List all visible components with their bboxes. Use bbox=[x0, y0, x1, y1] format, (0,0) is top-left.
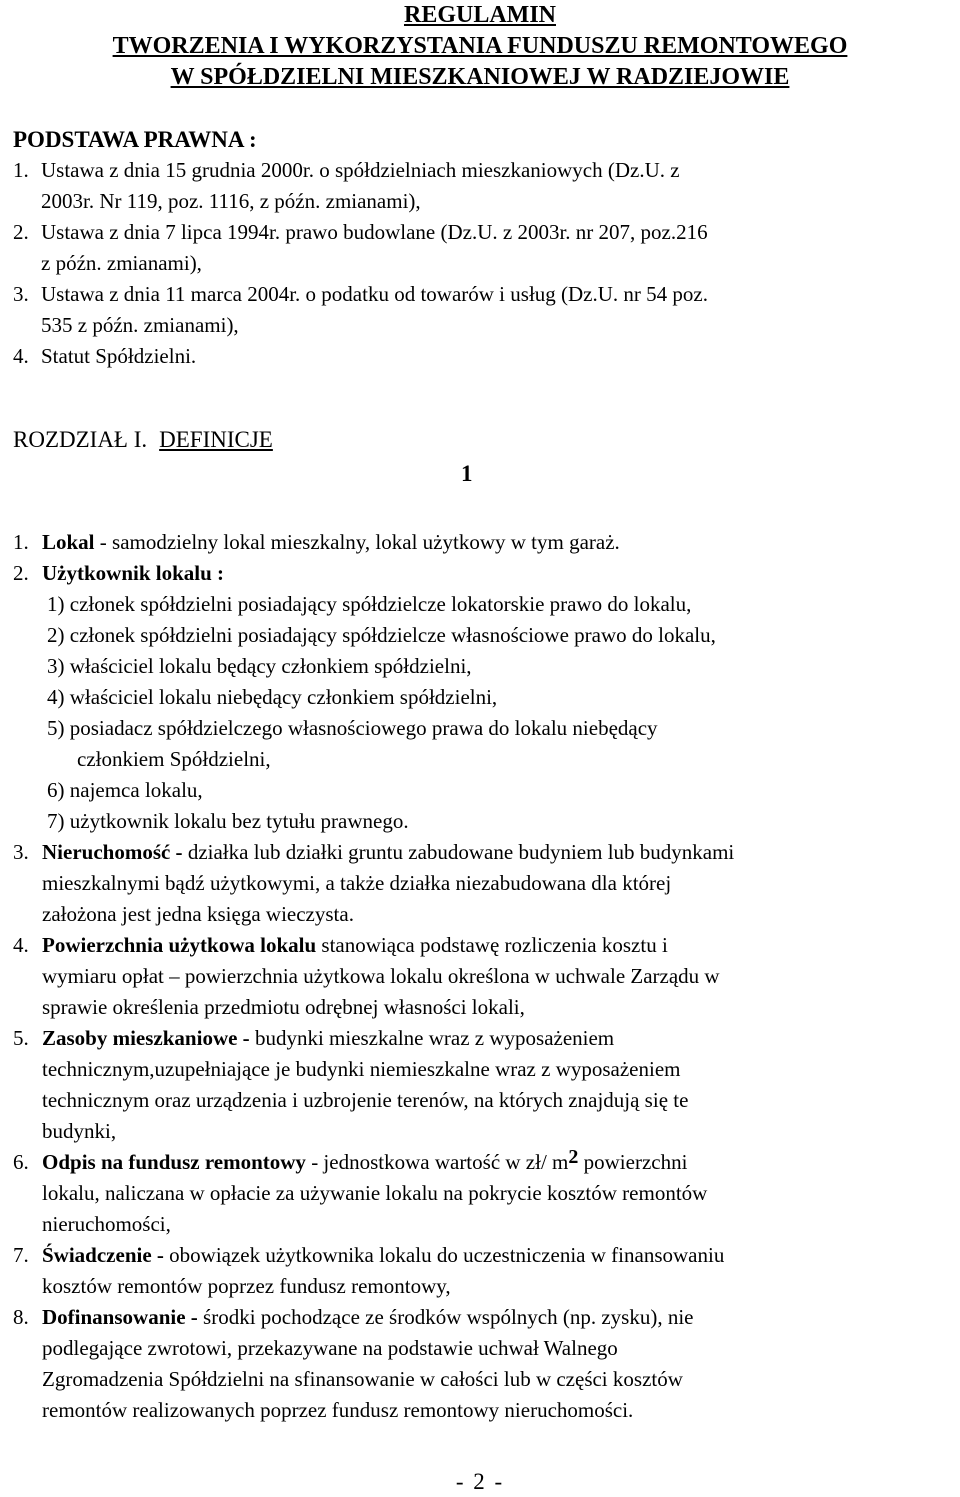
item-text: z późn. zmianami), bbox=[41, 251, 202, 275]
item-text: Ustawa z dnia 11 marca 2004r. o podatku od towarów i usług (Dz.U. nr 54 poz. bbox=[41, 282, 708, 306]
sub-list bbox=[42, 589, 958, 837]
list-item bbox=[13, 155, 953, 217]
item-number: 3. bbox=[13, 840, 29, 864]
definition-term: Lokal bbox=[42, 530, 95, 554]
title-line-2: TWORZENIA I WYKORZYSTANIA FUNDUSZU REMONTOWEGO bbox=[112, 33, 848, 59]
item-number: 8. bbox=[13, 1305, 29, 1329]
sub-item: 3) właściciel lokalu będący członkiem spółdzielni, bbox=[47, 654, 472, 678]
definition-term: Powierzchnia użytkowa lokalu bbox=[42, 933, 317, 957]
definition-text: - jednostkowa wartość w zł/ m bbox=[305, 1150, 569, 1174]
page-number: - 2 - bbox=[455, 1469, 505, 1494]
definition-text: mieszkalnymi bądź użytkowymi, a także działka niezabudowana dla której bbox=[42, 871, 672, 895]
legal-basis-heading: PODSTAWA PRAWNA : bbox=[13, 127, 257, 152]
sub-item: 4) właściciel lokalu niebędący członkiem spółdzielni, bbox=[47, 685, 498, 709]
sub-item: 7) użytkownik lokalu bez tytułu prawnego. bbox=[47, 809, 409, 833]
definition-text: Zgromadzenia Spółdzielni na sfinansowanie w całości lub w części kosztów bbox=[42, 1367, 683, 1391]
definition-text: sprawie określenia przedmiotu odrębnej własności lokali, bbox=[42, 995, 525, 1019]
document-title bbox=[0, 0, 960, 93]
definition-item bbox=[13, 1023, 958, 1147]
definition-text: kosztów remontów poprzez fundusz remontowy, bbox=[42, 1274, 451, 1298]
definition-text: budynki mieszkalne wraz z wyposażeniem bbox=[249, 1026, 615, 1050]
definition-term: Nieruchomość - bbox=[42, 840, 183, 864]
list-item bbox=[13, 279, 953, 341]
definition-item bbox=[13, 837, 958, 930]
definition-text: obowiązek użytkownika lokalu do uczestniczenia w finansowaniu bbox=[163, 1243, 725, 1267]
definition-text: lokalu, naliczana w opłacie za używanie lokalu na pokrycie kosztów remontów bbox=[42, 1181, 708, 1205]
sub-item: 6) najemca lokalu, bbox=[47, 778, 203, 802]
definition-item bbox=[13, 930, 958, 1023]
item-text: Ustawa z dnia 7 lipca 1994r. prawo budowlane (Dz.U. z 2003r. nr 207, poz.216 bbox=[41, 220, 708, 244]
definition-text: powierzchni bbox=[578, 1150, 688, 1174]
sub-item: 1) członek spółdzielni posiadający spółdzielcze lokatorskie prawo do lokalu, bbox=[47, 592, 692, 616]
definition-item bbox=[13, 558, 958, 837]
definition-term: Dofinansowanie - bbox=[42, 1305, 198, 1329]
item-number: 6. bbox=[13, 1150, 29, 1174]
definition-text: stanowiąca podstawę rozliczenia kosztu i bbox=[316, 933, 668, 957]
item-number: 1. bbox=[13, 530, 29, 554]
item-number: 4. bbox=[13, 933, 29, 957]
list-item bbox=[13, 341, 953, 372]
sub-item: członkiem Spółdzielni, bbox=[77, 747, 271, 771]
item-number: 7. bbox=[13, 1243, 29, 1267]
item-number: 5. bbox=[13, 1026, 29, 1050]
definition-text: działka lub działki gruntu zabudowane budyniem lub budynkami bbox=[182, 840, 735, 864]
legal-basis-list bbox=[13, 155, 953, 372]
item-number: 2. bbox=[13, 220, 29, 244]
definition-text: - samodzielny lokal mieszkalny, lokal użytkowy w tym garaż. bbox=[94, 530, 620, 554]
definition-term: Świadczenie - bbox=[42, 1243, 164, 1267]
definition-text: technicznym oraz urządzenia i uzbrojenie terenów, na których znajdują się te bbox=[42, 1088, 689, 1112]
item-number: 3. bbox=[13, 282, 29, 306]
item-text: 535 z późn. zmianami), bbox=[41, 313, 239, 337]
item-number: 2. bbox=[13, 561, 29, 585]
item-text: Statut Spółdzielni. bbox=[41, 344, 197, 368]
definition-item bbox=[13, 1302, 958, 1426]
sub-item: 2) członek spółdzielni posiadający spółdzielcze własnościowe prawo do lokalu, bbox=[47, 623, 716, 647]
definition-text: budynki, bbox=[42, 1119, 117, 1143]
item-number: 1. bbox=[13, 158, 29, 182]
definition-item bbox=[13, 1147, 958, 1240]
definition-text: podlegające zwrotowi, przekazywane na podstawie uchwał Walnego bbox=[42, 1336, 618, 1360]
chapter-label: ROZDZIAŁ I. bbox=[13, 427, 148, 452]
chapter-heading bbox=[13, 424, 273, 455]
definition-text: technicznym,uzupełniające je budynki niemieszkalne wraz z wyposażeniem bbox=[42, 1057, 681, 1081]
superscript: 2 bbox=[568, 1146, 579, 1168]
title-line-1: REGULAMIN bbox=[403, 2, 556, 28]
definition-text: wymiaru opłat – powierzchnia użytkowa lokalu określona w uchwale Zarządu w bbox=[42, 964, 720, 988]
item-text: 2003r. Nr 119, poz. 1116, z późn. zmianami), bbox=[41, 189, 421, 213]
definition-term: Użytkownik lokalu : bbox=[42, 561, 225, 585]
definition-text: założona jest jedna księga wieczysta. bbox=[42, 902, 354, 926]
paragraph-mark: 1 bbox=[461, 461, 473, 486]
definition-term: Zasoby mieszkaniowe - bbox=[42, 1026, 250, 1050]
definition-term: Odpis na fundusz remontowy bbox=[42, 1150, 306, 1174]
title-line-3: W SPÓŁDZIELNI MIESZKANIOWEJ W RADZIEJOWIE bbox=[170, 64, 790, 90]
definition-text: środki pochodzące ze środków wspólnych (np. zysku), nie bbox=[197, 1305, 694, 1329]
item-number: 4. bbox=[13, 344, 29, 368]
definition-text: nieruchomości, bbox=[42, 1212, 171, 1236]
definition-item bbox=[13, 527, 958, 558]
item-text: Ustawa z dnia 15 grudnia 2000r. o spółdzielniach mieszkaniowych (Dz.U. z bbox=[41, 158, 680, 182]
sub-item: 5) posiadacz spółdzielczego własnościowego prawa do lokalu niebędący bbox=[47, 716, 658, 740]
definitions-list bbox=[13, 527, 958, 1426]
definition-text: remontów realizowanych poprzez fundusz remontowy nieruchomości. bbox=[42, 1398, 634, 1422]
chapter-title: DEFINICJE bbox=[159, 427, 273, 452]
list-item bbox=[13, 217, 953, 279]
definition-item bbox=[13, 1240, 958, 1302]
